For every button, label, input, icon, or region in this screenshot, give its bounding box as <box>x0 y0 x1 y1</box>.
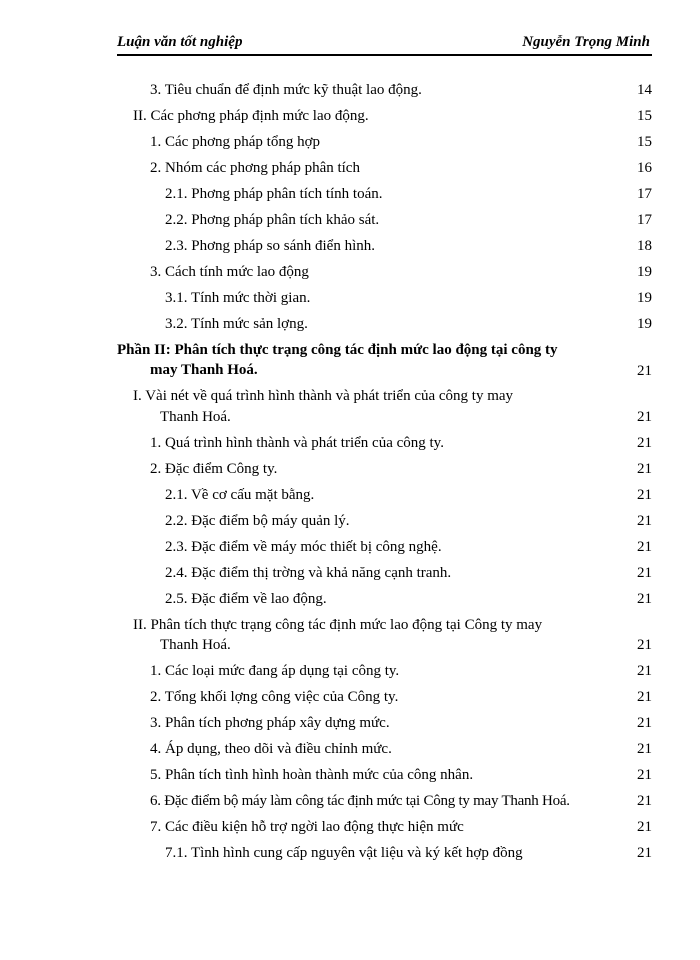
toc-page-number: 21 <box>637 435 652 451</box>
toc-page-number: 21 <box>637 793 652 809</box>
toc-page-number: 21 <box>637 513 652 529</box>
toc-entry: 2.5. Đặc điểm về lao động. <box>165 591 327 607</box>
toc-page-number: 21 <box>637 637 652 653</box>
toc-entry: 3.1. Tính mức thời gian. <box>165 290 311 306</box>
toc-entry: 1. Các loại mức đang áp dụng tại công ty. <box>150 663 400 679</box>
toc-entry: 4. Áp dụng, theo dõi và điều chỉnh mức. <box>150 741 392 757</box>
toc-page-number: 15 <box>637 108 652 124</box>
toc-page-number: 21 <box>637 663 652 679</box>
toc-entry: 7.1. Tình hình cung cấp nguyên vật liệu và ký kết hợp đồng <box>165 845 523 861</box>
toc-page-number: 15 <box>637 134 652 150</box>
toc-page-number: 21 <box>637 715 652 731</box>
toc-part-heading-continued: may Thanh Hoá. <box>150 362 258 378</box>
toc-entry: 2.1. Phơng pháp phân tích tính toán. <box>165 186 383 202</box>
toc-part-heading: Phần II: Phân tích thực trạng công tác định mức lao động tại công ty <box>117 342 558 358</box>
toc-entry: 2. Đặc điểm Công ty. <box>150 461 278 477</box>
toc-entry: 1. Quá trình hình thành và phát triển của công ty. <box>150 435 444 451</box>
toc-entry: 3.2. Tính mức sản lợng. <box>165 316 308 332</box>
toc-entry: II. Phân tích thực trạng công tác định mức lao động tại Công ty may <box>133 617 543 633</box>
toc-entry: 6. Đặc điểm bộ máy làm công tác định mức tại Công ty may Thanh Hoá. <box>150 793 570 809</box>
toc-page-number: 17 <box>637 186 652 202</box>
toc-entry: 2.2. Phơng pháp phân tích khảo sát. <box>165 212 380 228</box>
toc-page-number: 21 <box>637 487 652 503</box>
toc-entry: I. Vài nét về quá trình hình thành và phát triển của công ty may <box>133 388 514 404</box>
toc-page-number: 21 <box>637 689 652 705</box>
toc-page-number: 21 <box>637 591 652 607</box>
toc-entry: II. Các phơng pháp định mức lao động. <box>133 108 369 124</box>
toc-entry: 1. Các phơng pháp tổng hợp <box>150 134 321 150</box>
toc-entry: 3. Phân tích phơng pháp xây dựng mức. <box>150 715 390 731</box>
toc-page-number: 19 <box>637 316 652 332</box>
toc-entry: 2.3. Đặc điểm về máy móc thiết bị công nghệ. <box>165 539 442 555</box>
toc-page-number: 17 <box>637 212 652 228</box>
toc-page-number: 21 <box>637 363 652 379</box>
toc-page-number: 21 <box>637 845 652 861</box>
toc-entry-continued: Thanh Hoá. <box>160 637 231 653</box>
page-header <box>117 30 652 56</box>
toc-entry: 7. Các điều kiện hỗ trợ ngời lao động thực hiện mức <box>150 819 464 835</box>
header-thesis-label: Luận văn tốt nghiệp <box>117 34 243 50</box>
toc-page-number: 21 <box>637 819 652 835</box>
toc-entry: 2. Tổng khối lợng công việc của Công ty. <box>150 689 399 705</box>
toc-entry: 3. Tiêu chuẩn để định mức kỹ thuật lao động. <box>150 82 422 98</box>
header-author-name: Nguyễn Trọng Minh <box>522 34 650 50</box>
toc-page-number: 21 <box>637 741 652 757</box>
toc-page-number: 21 <box>637 565 652 581</box>
toc-page-number: 18 <box>637 238 652 254</box>
toc-entry: 2.2. Đặc điểm bộ máy quản lý. <box>165 513 350 529</box>
toc-entry: 5. Phân tích tình hình hoàn thành mức của công nhân. <box>150 767 474 783</box>
toc-entry: 2. Nhóm các phơng pháp phân tích <box>150 160 360 176</box>
toc-entry: 2.4. Đặc điểm thị trờng và khả năng cạnh tranh. <box>165 565 452 581</box>
toc-page-number: 21 <box>637 767 652 783</box>
toc-entry: 2.1. Về cơ cấu mặt bằng. <box>165 487 315 503</box>
toc-entry: 2.3. Phơng pháp so sánh điển hình. <box>165 238 376 254</box>
toc-page-number: 16 <box>637 160 652 176</box>
toc-page-number: 19 <box>637 290 652 306</box>
toc-entry-continued: Thanh Hoá. <box>160 409 231 425</box>
toc-page-number: 21 <box>637 539 652 555</box>
toc-page-number: 14 <box>637 82 652 98</box>
toc-page-number: 21 <box>637 461 652 477</box>
toc-entry: 3. Cách tính mức lao động <box>150 264 309 280</box>
toc-page-number: 19 <box>637 264 652 280</box>
toc-page-number: 21 <box>637 409 652 425</box>
